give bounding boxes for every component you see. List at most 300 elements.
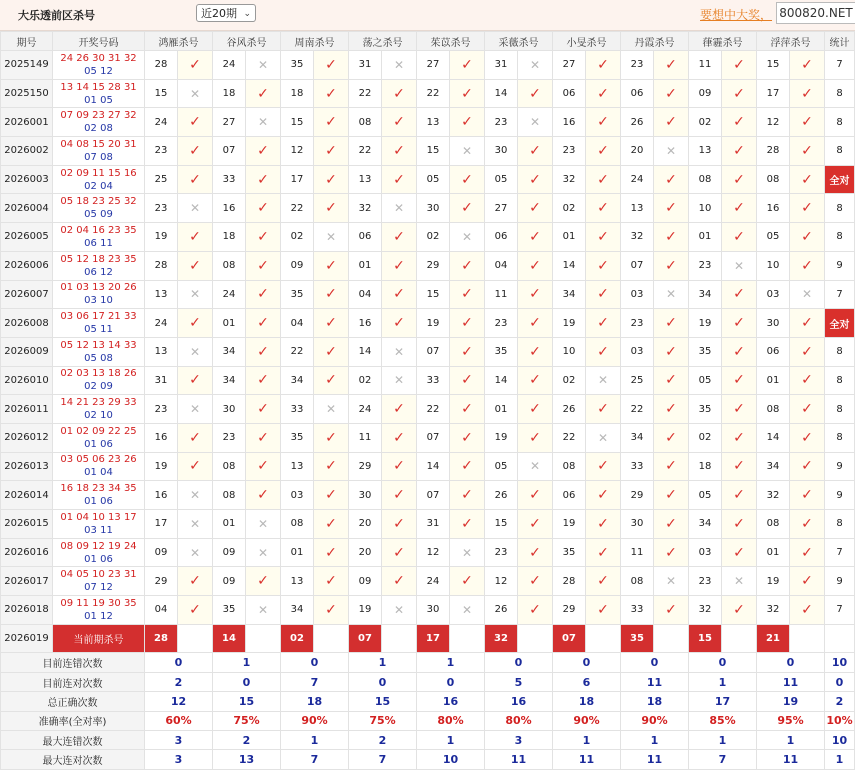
kill-number-cell: 16 (213, 194, 246, 223)
kill-number-cell: 03 (621, 337, 654, 366)
check-icon: ✓ (393, 142, 405, 159)
draw-numbers-cell (53, 79, 145, 108)
result-miss-cell (178, 79, 213, 108)
back-numbers: 02 10 (84, 410, 113, 422)
empty-cell (790, 624, 825, 653)
check-icon: ✓ (529, 401, 541, 418)
current-kill-number: 15 (689, 624, 722, 653)
kill-number-cell: 31 (485, 51, 518, 80)
result-hit-cell (722, 452, 757, 481)
header-row (1, 32, 855, 51)
period-cell: 2026002 (1, 137, 53, 166)
back-numbers: 02 09 (84, 381, 113, 393)
column-header-expert[interactable]: 小旻杀号 (553, 32, 621, 51)
check-icon: ✓ (325, 257, 337, 274)
result-hit-cell (654, 223, 689, 252)
result-hit-cell (722, 337, 757, 366)
cross-icon: ✕ (325, 229, 337, 244)
result-hit-cell (654, 337, 689, 366)
column-header-expert[interactable]: 荡之杀号 (349, 32, 417, 51)
result-hit-cell (722, 309, 757, 338)
result-hit-cell (790, 108, 825, 137)
kill-number-cell: 13 (145, 280, 178, 309)
summary-value: 1 (825, 750, 855, 769)
front-numbers: 14 21 23 29 33 (60, 397, 137, 409)
draw-numbers-cell (53, 510, 145, 539)
back-numbers: 03 10 (84, 295, 113, 307)
kill-number-cell: 26 (485, 596, 518, 625)
kill-number-cell: 07 (417, 423, 450, 452)
summary-value: 0 (553, 653, 621, 672)
kill-number-cell: 13 (417, 108, 450, 137)
result-hit-cell (654, 366, 689, 395)
summary-value: 16 (485, 692, 553, 711)
promo-link[interactable]: 要想中大奖， (700, 8, 773, 22)
kill-number-cell: 06 (553, 79, 586, 108)
check-icon: ✓ (257, 487, 269, 504)
back-numbers: 02 08 (84, 123, 113, 135)
result-hit-cell (790, 309, 825, 338)
period-cell: 2026012 (1, 423, 53, 452)
summary-label: 目前连错次数 (1, 653, 145, 672)
result-hit-cell (178, 223, 213, 252)
kill-number-cell: 14 (485, 79, 518, 108)
kill-number-cell: 05 (757, 223, 790, 252)
check-icon: ✓ (529, 200, 541, 217)
check-icon: ✓ (801, 487, 813, 504)
kill-number-cell: 02 (689, 423, 722, 452)
kill-number-cell: 09 (213, 538, 246, 567)
result-hit-cell (654, 251, 689, 280)
summary-value: 1 (689, 731, 757, 750)
check-icon: ✓ (461, 515, 473, 532)
stat-cell: 7 (825, 51, 855, 80)
summary-value: 3 (145, 731, 213, 750)
check-icon: ✓ (529, 372, 541, 389)
draw-numbers-cell (53, 251, 145, 280)
check-icon: ✓ (393, 315, 405, 332)
period-cell: 2025149 (1, 51, 53, 80)
kill-number-cell: 35 (689, 337, 722, 366)
check-icon: ✓ (801, 142, 813, 159)
period-select[interactable] (196, 4, 256, 22)
result-hit-cell (790, 538, 825, 567)
period-cell: 2026006 (1, 251, 53, 280)
kill-number-cell: 16 (757, 194, 790, 223)
result-hit-cell (722, 596, 757, 625)
summary-value: 2 (349, 731, 417, 750)
check-icon: ✓ (665, 228, 677, 245)
current-kill-number: 07 (349, 624, 382, 653)
summary-value: 0 (349, 672, 417, 691)
summary-value: 7 (689, 750, 757, 769)
kill-number-cell: 15 (757, 51, 790, 80)
check-icon: ✓ (189, 458, 201, 475)
result-hit-cell (722, 395, 757, 424)
kill-number-cell: 08 (757, 395, 790, 424)
kill-number-cell: 28 (145, 251, 178, 280)
check-icon: ✓ (597, 458, 609, 475)
period-select-value: 近20期 (201, 7, 237, 20)
empty-cell (382, 624, 417, 653)
draw-numbers-cell (53, 280, 145, 309)
result-hit-cell (314, 596, 349, 625)
kill-number-cell: 11 (349, 423, 382, 452)
stat-cell: 8 (825, 223, 855, 252)
cross-icon: ✕ (393, 201, 405, 216)
check-icon: ✓ (733, 458, 745, 475)
column-header-expert[interactable]: 茱苡杀号 (417, 32, 485, 51)
brand-badge: 800820.NET (776, 2, 855, 24)
table-row (1, 510, 855, 539)
result-hit-cell (586, 51, 621, 80)
kill-number-cell: 08 (213, 251, 246, 280)
result-hit-cell (246, 79, 281, 108)
front-numbers: 01 03 13 20 26 (60, 282, 137, 294)
check-icon: ✓ (461, 85, 473, 102)
kill-number-cell: 13 (349, 165, 382, 194)
summary-value: 11 (757, 750, 825, 769)
check-icon: ✓ (257, 372, 269, 389)
check-icon: ✓ (733, 401, 745, 418)
kill-number-cell: 08 (757, 510, 790, 539)
kill-number-cell: 12 (417, 538, 450, 567)
back-numbers: 03 11 (84, 524, 113, 536)
check-icon: ✓ (801, 114, 813, 131)
table-row (1, 337, 855, 366)
column-header-expert[interactable]: 采薇杀号 (485, 32, 553, 51)
page-title: 大乐透前区杀号 (18, 9, 95, 22)
table-row (1, 251, 855, 280)
kill-number-cell: 23 (145, 194, 178, 223)
stat-cell: 7 (825, 280, 855, 309)
result-hit-cell (790, 567, 825, 596)
result-hit-cell (246, 165, 281, 194)
check-icon: ✓ (597, 56, 609, 73)
check-icon: ✓ (733, 372, 745, 389)
result-hit-cell (790, 137, 825, 166)
back-numbers: 01 06 (84, 496, 113, 508)
check-icon: ✓ (257, 573, 269, 590)
kill-number-cell: 05 (417, 165, 450, 194)
result-hit-cell (518, 596, 553, 625)
result-hit-cell (586, 395, 621, 424)
stat-cell: 全对 (825, 309, 855, 338)
check-icon: ✓ (597, 228, 609, 245)
column-header-expert[interactable]: 葎霾杀号 (689, 32, 757, 51)
check-icon: ✓ (597, 200, 609, 217)
result-miss-cell (518, 108, 553, 137)
check-icon: ✓ (801, 315, 813, 332)
kill-number-cell: 16 (145, 481, 178, 510)
stat-cell: 8 (825, 108, 855, 137)
check-icon: ✓ (529, 601, 541, 618)
empty-cell (654, 624, 689, 653)
kill-number-cell: 23 (485, 309, 518, 338)
summary-value: 0 (621, 653, 689, 672)
check-icon: ✓ (597, 315, 609, 332)
check-icon: ✓ (597, 487, 609, 504)
kill-number-cell: 15 (145, 79, 178, 108)
result-hit-cell (722, 538, 757, 567)
summary-value: 12 (145, 692, 213, 711)
result-hit-cell (178, 596, 213, 625)
kill-number-cell: 17 (281, 165, 314, 194)
summary-label: 最大连对次数 (1, 750, 145, 769)
kill-number-cell: 19 (349, 596, 382, 625)
period-cell: 2026018 (1, 596, 53, 625)
kill-number-cell: 29 (621, 481, 654, 510)
period-cell: 2026007 (1, 280, 53, 309)
kill-number-cell: 23 (485, 108, 518, 137)
summary-row (1, 672, 855, 691)
result-hit-cell (314, 280, 349, 309)
check-icon: ✓ (393, 286, 405, 303)
check-icon: ✓ (393, 458, 405, 475)
summary-value: 0 (213, 672, 281, 691)
table-row (1, 481, 855, 510)
check-icon: ✓ (325, 171, 337, 188)
summary-value: 0 (757, 653, 825, 672)
kill-number-cell: 14 (485, 366, 518, 395)
front-numbers: 02 04 16 23 35 (60, 224, 137, 236)
draw-numbers-cell (53, 452, 145, 481)
result-hit-cell (314, 309, 349, 338)
result-miss-cell (382, 51, 417, 80)
column-header-stat: 统计 (825, 32, 855, 51)
summary-label: 准确率(全对率) (1, 711, 145, 730)
cross-icon: ✕ (665, 143, 677, 158)
result-hit-cell (450, 567, 485, 596)
result-hit-cell (450, 194, 485, 223)
check-icon: ✓ (325, 142, 337, 159)
table-row (1, 366, 855, 395)
stat-cell: 9 (825, 567, 855, 596)
column-header-expert[interactable]: 浮萍杀号 (757, 32, 825, 51)
summary-row (1, 653, 855, 672)
result-hit-cell (586, 481, 621, 510)
empty-cell (722, 624, 757, 653)
summary-row (1, 731, 855, 750)
check-icon: ✓ (529, 515, 541, 532)
result-hit-cell (450, 510, 485, 539)
check-icon: ✓ (529, 343, 541, 360)
kill-number-cell: 17 (145, 510, 178, 539)
kill-number-cell: 18 (281, 79, 314, 108)
column-header-expert[interactable]: 丹霞杀号 (621, 32, 689, 51)
column-header-expert[interactable]: 谷风杀号 (213, 32, 281, 51)
period-cell: 2025150 (1, 79, 53, 108)
period-cell: 2026015 (1, 510, 53, 539)
check-icon: ✓ (733, 315, 745, 332)
result-miss-cell (178, 395, 213, 424)
stat-cell: 9 (825, 452, 855, 481)
result-hit-cell (654, 596, 689, 625)
empty-cell (314, 624, 349, 653)
back-numbers: 06 11 (84, 237, 113, 249)
check-icon: ✓ (597, 171, 609, 188)
check-icon: ✓ (325, 114, 337, 131)
result-miss-cell (450, 538, 485, 567)
result-hit-cell (518, 280, 553, 309)
summary-label: 目前连对次数 (1, 672, 145, 691)
cross-icon: ✕ (733, 574, 745, 589)
kill-number-cell: 08 (689, 165, 722, 194)
result-hit-cell (314, 79, 349, 108)
kill-number-cell: 28 (757, 137, 790, 166)
result-hit-cell (178, 137, 213, 166)
result-hit-cell (586, 108, 621, 137)
kill-number-cell: 32 (757, 481, 790, 510)
kill-number-cell: 14 (757, 423, 790, 452)
summary-label: 最大连错次数 (1, 731, 145, 750)
kill-number-cell: 25 (621, 366, 654, 395)
table-row (1, 423, 855, 452)
check-icon: ✓ (597, 114, 609, 131)
kill-number-cell: 19 (417, 309, 450, 338)
kill-number-cell: 01 (553, 223, 586, 252)
check-icon: ✓ (733, 515, 745, 532)
period-cell: 2026004 (1, 194, 53, 223)
kill-number-cell: 24 (417, 567, 450, 596)
front-numbers: 07 09 23 27 32 (60, 110, 137, 122)
kill-number-cell: 25 (145, 165, 178, 194)
check-icon: ✓ (325, 286, 337, 303)
kill-number-cell: 08 (553, 452, 586, 481)
result-miss-cell (586, 423, 621, 452)
kill-number-cell: 07 (417, 337, 450, 366)
kill-number-cell: 35 (553, 538, 586, 567)
cross-icon: ✕ (597, 430, 609, 445)
result-hit-cell (314, 108, 349, 137)
kill-number-cell: 10 (757, 251, 790, 280)
kill-number-cell: 13 (145, 337, 178, 366)
summary-value: 1 (417, 653, 485, 672)
kill-number-cell: 29 (417, 251, 450, 280)
result-hit-cell (246, 395, 281, 424)
kill-number-cell: 20 (349, 538, 382, 567)
result-miss-cell (178, 337, 213, 366)
kill-number-cell: 29 (553, 596, 586, 625)
check-icon: ✓ (665, 487, 677, 504)
check-icon: ✓ (665, 343, 677, 360)
result-miss-cell (178, 280, 213, 309)
kill-number-cell: 27 (485, 194, 518, 223)
cross-icon: ✕ (393, 57, 405, 72)
check-icon: ✓ (597, 544, 609, 561)
check-icon: ✓ (189, 56, 201, 73)
kill-number-cell: 14 (349, 337, 382, 366)
summary-value: 80% (485, 711, 553, 730)
kill-number-cell: 09 (145, 538, 178, 567)
kill-number-cell: 34 (757, 452, 790, 481)
cross-icon: ✕ (529, 115, 541, 130)
result-miss-cell (790, 280, 825, 309)
cross-icon: ✕ (189, 287, 201, 302)
column-header-expert[interactable]: 鸿雁杀号 (145, 32, 213, 51)
draw-numbers-cell (53, 223, 145, 252)
summary-value: 15 (213, 692, 281, 711)
summary-value: 10% (825, 711, 855, 730)
table-row (1, 452, 855, 481)
result-miss-cell (178, 194, 213, 223)
result-hit-cell (314, 423, 349, 452)
draw-numbers-cell (53, 309, 145, 338)
check-icon: ✓ (801, 228, 813, 245)
kill-number-cell: 35 (281, 51, 314, 80)
current-kill-number: 07 (553, 624, 586, 653)
summary-value: 1 (621, 731, 689, 750)
kill-number-cell: 06 (349, 223, 382, 252)
draw-numbers-cell (53, 423, 145, 452)
column-header-expert[interactable]: 周南杀号 (281, 32, 349, 51)
table-row (1, 165, 855, 194)
result-hit-cell (246, 309, 281, 338)
result-hit-cell (518, 366, 553, 395)
table-row (1, 538, 855, 567)
result-hit-cell (790, 79, 825, 108)
cross-icon: ✕ (461, 602, 473, 617)
kill-number-cell: 04 (485, 251, 518, 280)
summary-value: 10 (825, 653, 855, 672)
result-hit-cell (450, 165, 485, 194)
check-icon: ✓ (325, 200, 337, 217)
kill-number-cell: 09 (689, 79, 722, 108)
result-hit-cell (450, 79, 485, 108)
kill-number-cell: 01 (281, 538, 314, 567)
kill-number-cell: 32 (349, 194, 382, 223)
check-icon: ✓ (733, 601, 745, 618)
result-hit-cell (382, 165, 417, 194)
summary-value: 2 (145, 672, 213, 691)
kill-number-cell: 16 (553, 108, 586, 137)
kill-number-cell: 15 (485, 510, 518, 539)
kill-number-cell: 28 (145, 51, 178, 80)
kill-number-cell: 30 (213, 395, 246, 424)
result-hit-cell (586, 280, 621, 309)
kill-number-cell: 02 (689, 108, 722, 137)
kill-number-cell: 02 (553, 194, 586, 223)
check-icon: ✓ (733, 85, 745, 102)
result-miss-cell (654, 567, 689, 596)
stat-cell: 8 (825, 337, 855, 366)
result-hit-cell (722, 223, 757, 252)
check-icon: ✓ (529, 544, 541, 561)
kill-number-cell: 04 (281, 309, 314, 338)
current-kill-number: 14 (213, 624, 246, 653)
summary-value: 13 (213, 750, 281, 769)
back-numbers: 06 12 (84, 266, 113, 278)
check-icon: ✓ (189, 114, 201, 131)
kill-number-cell: 29 (349, 452, 382, 481)
result-hit-cell (314, 165, 349, 194)
result-hit-cell (450, 395, 485, 424)
kill-number-cell: 02 (553, 366, 586, 395)
check-icon: ✓ (801, 171, 813, 188)
result-hit-cell (790, 223, 825, 252)
cross-icon: ✕ (189, 201, 201, 216)
period-cell: 2026001 (1, 108, 53, 137)
check-icon: ✓ (529, 257, 541, 274)
front-numbers: 16 18 23 34 35 (60, 483, 137, 495)
check-icon: ✓ (665, 200, 677, 217)
check-icon: ✓ (801, 601, 813, 618)
result-hit-cell (722, 165, 757, 194)
result-hit-cell (450, 366, 485, 395)
cross-icon: ✕ (189, 402, 201, 417)
kill-number-cell: 06 (553, 481, 586, 510)
kill-number-cell: 05 (689, 481, 722, 510)
